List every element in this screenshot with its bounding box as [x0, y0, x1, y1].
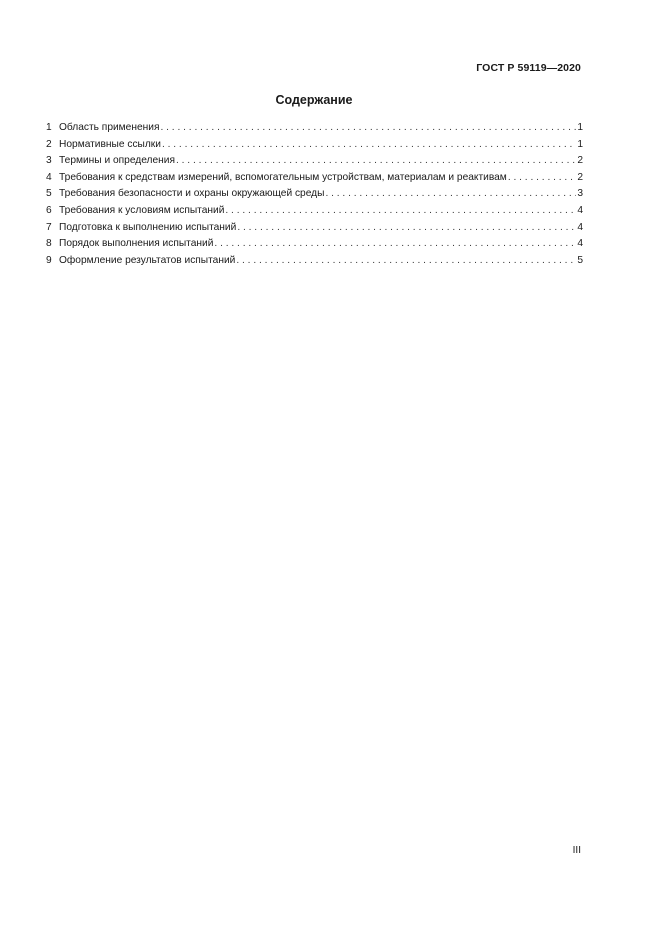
toc-leader-dots — [236, 253, 576, 270]
toc-item-number: 9 — [46, 254, 52, 266]
document-code: ГОСТ Р 59119—2020 — [476, 62, 581, 74]
toc-item-number: 6 — [46, 204, 52, 216]
toc-item-2[interactable] — [46, 137, 583, 154]
toc-item-label: Требования к условиям испытаний — [59, 204, 225, 216]
toc-item-3[interactable] — [46, 153, 583, 170]
toc-item-page: 2 — [577, 155, 583, 167]
toc-item-page: 4 — [577, 204, 583, 216]
toc-item-4[interactable] — [46, 170, 583, 187]
toc-item-number: 7 — [46, 221, 52, 233]
toc-item-5[interactable] — [46, 186, 583, 203]
toc-leader-dots — [176, 153, 576, 170]
toc-item-label: Термины и определения — [59, 155, 175, 167]
toc-item-page: 3 — [577, 188, 583, 200]
toc-item-label: Требования безопасности и охраны окружающей среды — [59, 188, 325, 200]
toc-item-label: Требования к средствам измерений, вспомогательным устройствам, материалам и реактивам — [59, 171, 507, 183]
toc-item-number: 1 — [46, 122, 52, 133]
toc-item-page: 4 — [577, 221, 583, 233]
toc-item-label: Область применения — [59, 122, 160, 133]
toc-item-label: Нормативные ссылки — [59, 138, 161, 150]
toc-leader-dots — [237, 220, 576, 237]
toc-item-page: 5 — [577, 254, 583, 266]
toc-leader-dots — [162, 137, 576, 154]
toc-leader-dots — [225, 203, 576, 220]
toc-item-1[interactable] — [46, 120, 583, 137]
toc-item-page: 1 — [577, 122, 583, 133]
toc-item-label: Оформление результатов испытаний — [59, 254, 236, 266]
toc-item-label: Порядок выполнения испытаний — [59, 238, 214, 250]
toc-item-9[interactable] — [46, 253, 583, 270]
toc-item-8[interactable] — [46, 236, 583, 253]
table-of-contents — [46, 120, 583, 269]
toc-item-label: Подготовка к выполнению испытаний — [59, 221, 237, 233]
toc-item-page: 4 — [577, 238, 583, 250]
toc-leader-dots — [325, 186, 576, 203]
toc-item-7[interactable] — [46, 220, 583, 237]
toc-item-number: 2 — [46, 138, 52, 150]
toc-item-number: 8 — [46, 238, 52, 250]
toc-item-number: 3 — [46, 155, 52, 167]
toc-item-page: 2 — [577, 171, 583, 183]
page-number: III — [572, 845, 581, 856]
toc-item-number: 5 — [46, 188, 52, 200]
toc-item-page: 1 — [577, 138, 583, 150]
toc-leader-dots — [160, 120, 576, 137]
toc-leader-dots — [214, 236, 576, 253]
toc-item-6[interactable] — [46, 203, 583, 220]
toc-title: Содержание — [275, 93, 353, 107]
toc-item-number: 4 — [46, 171, 52, 183]
toc-leader-dots — [508, 170, 577, 187]
